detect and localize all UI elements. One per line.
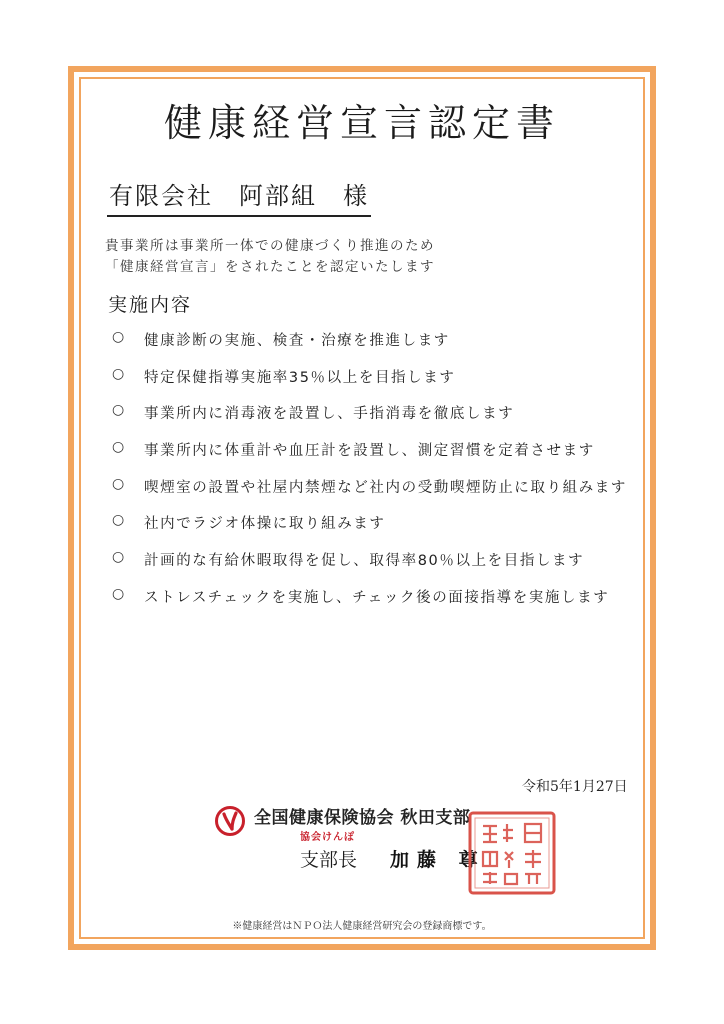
issuer-organization-nickname: 協会けんぽ xyxy=(300,832,355,843)
signer-title: 支部長 xyxy=(300,849,358,871)
issue-date: 令和5年1月27日 xyxy=(522,779,628,795)
list-item xyxy=(112,439,627,476)
list-item xyxy=(112,512,627,549)
list-item-text: 喫煙室の設置や社屋内禁煙など社内の受動喫煙防止に取り組みます xyxy=(144,479,627,496)
issuer-organization: 全国健康保険協会 秋田支部 xyxy=(254,808,471,828)
list-item-text: 事業所内に体重計や血圧計を設置し、測定習慣を定着させます xyxy=(144,443,595,460)
circle-bullet-icon: ○ xyxy=(112,549,125,566)
trademark-footnote: ※健康経営はＮＰＯ法人健康経営研究会の登録商標です。 xyxy=(232,921,492,932)
list-item-text: 健康診断の実施、検査・治療を推進します xyxy=(144,333,450,349)
list-item xyxy=(112,329,627,366)
circle-bullet-icon: ○ xyxy=(112,365,125,382)
circle-bullet-icon: ○ xyxy=(112,439,125,456)
implementation-list xyxy=(112,329,627,623)
kyokai-kenpo-logo-icon xyxy=(215,806,245,836)
list-item xyxy=(112,549,627,586)
circle-bullet-icon: ○ xyxy=(112,475,125,492)
list-item xyxy=(112,476,627,513)
intro-text xyxy=(105,236,435,278)
signer-name: 加藤 尊 xyxy=(390,849,486,871)
circle-bullet-icon: ○ xyxy=(112,585,125,602)
circle-bullet-icon: ○ xyxy=(112,402,125,419)
list-item-text: 事業所内に消毒液を設置し、手指消毒を徹底します xyxy=(144,406,515,423)
list-item-text: ストレスチェックを実施し、チェック後の面接指導を実施します xyxy=(144,589,610,606)
intro-line-2: 「健康経営宣言」をされたことを認定いたします xyxy=(105,259,435,275)
list-item-text: 社内でラジオ体操に取り組みます xyxy=(144,516,386,533)
circle-bullet-icon: ○ xyxy=(112,512,125,529)
list-item xyxy=(112,402,627,439)
list-item-text: 特定保健指導実施率35％以上を目指します xyxy=(144,369,456,386)
list-item xyxy=(112,366,627,403)
recipient-name: 有限会社 阿部組 様 xyxy=(107,176,371,217)
list-item-text: 計画的な有給休暇取得を促し、取得率80％以上を目指します xyxy=(144,553,585,570)
circle-bullet-icon: ○ xyxy=(112,329,125,345)
intro-line-1: 貴事業所は事業所一体での健康づくり推進のため xyxy=(105,238,435,254)
official-seal-stamp xyxy=(467,810,557,896)
section-heading: 実施内容 xyxy=(108,294,193,316)
list-item xyxy=(112,586,627,623)
certificate-title: 健康経営宣言認定書 xyxy=(163,101,560,145)
